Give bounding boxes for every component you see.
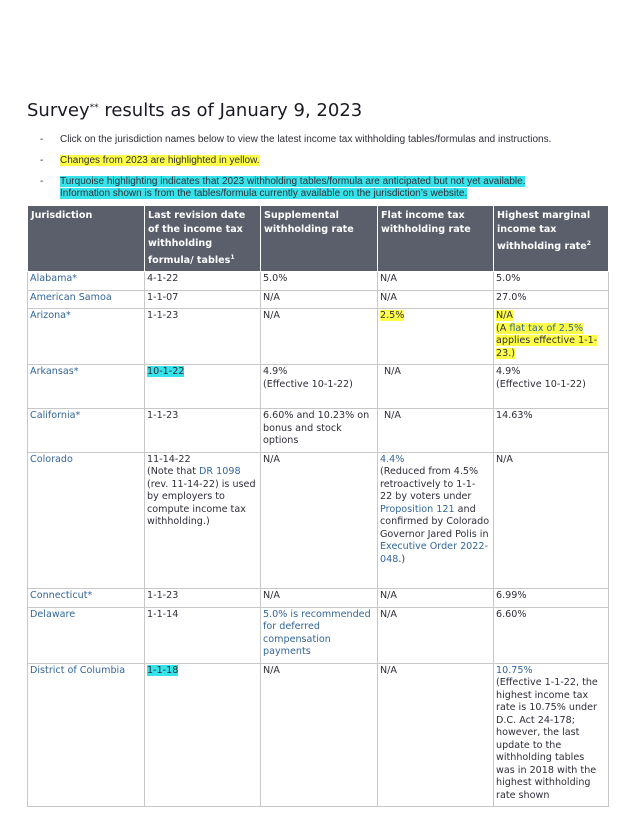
- cell-revision: 1-1-23: [145, 309, 261, 365]
- cell-supplemental: N/A: [261, 290, 378, 309]
- jurisdiction-link-california[interactable]: California*: [28, 409, 145, 453]
- cell-revision: 4-1-22: [145, 272, 261, 291]
- table-header-row: [28, 206, 609, 272]
- table-row: [28, 663, 609, 807]
- cell-highest: 27.0%: [494, 290, 609, 309]
- title-survey: Survey: [27, 100, 90, 121]
- cell-highest: 5.0%: [494, 272, 609, 291]
- bullet-text-line1: Turquoise highlighting indicates that 2023 withholding tables/formula are anticipated but not yet available.: [60, 176, 526, 187]
- bullet-text: Click on the jurisdiction names below to view the latest income tax withholding tables/formulas and instructions.: [60, 134, 552, 145]
- dr-1098-link[interactable]: DR 1098: [199, 466, 241, 477]
- table-row: [28, 452, 609, 589]
- table-row: [28, 309, 609, 365]
- cell-flat: N/A: [378, 409, 494, 453]
- bullet-dash: -: [40, 176, 44, 187]
- header-highest-rate: Highest marginal income tax withholding rate$^2$: [494, 206, 609, 272]
- jurisdiction-link-alabama[interactable]: Alabama*: [28, 272, 145, 291]
- executive-order-link[interactable]: Executive Order 2022-048: [380, 541, 488, 565]
- header-revision-date: Last revision date of the income tax withholding formula/ tables$^1$: [145, 206, 261, 272]
- cell-flat: N/A: [378, 290, 494, 309]
- title-footnote-marker: **: [89, 103, 99, 113]
- cell-revision: 1-1-07: [145, 290, 261, 309]
- cell-revision: 11-14-22 (Note that DR 1098 (rev. 11-14-22) is used by employers to compute income tax withholding.): [145, 452, 261, 589]
- cell-supplemental: N/A: [261, 452, 378, 589]
- header-jurisdiction: Jurisdiction: [28, 206, 145, 272]
- cell-revision: 1-1-23: [145, 589, 261, 608]
- cell-supplemental: 6.60% and 10.23% on bonus and stock options: [261, 409, 378, 453]
- table-row: [28, 589, 609, 608]
- jurisdiction-link-district-of-columbia[interactable]: District of Columbia: [28, 663, 145, 807]
- jurisdiction-link-delaware[interactable]: Delaware: [28, 607, 145, 663]
- bullet-text: Changes from 2023 are highlighted in yellow.: [60, 155, 260, 166]
- bullet-text-line2: Information shown is from the tables/formula currently available on the jurisdiction’s website.: [60, 188, 468, 199]
- table-row: [28, 272, 609, 291]
- jurisdiction-link-connecticut[interactable]: Connecticut*: [28, 589, 145, 608]
- jurisdiction-link-american-samoa[interactable]: American Samoa: [28, 290, 145, 309]
- cell-highest: 6.99%: [494, 589, 609, 608]
- cell-revision: 1-1-23: [145, 409, 261, 453]
- highest-rate-link[interactable]: 10.75%: [496, 664, 533, 676]
- bullet-yellow-legend: [40, 155, 600, 167]
- cell-flat: N/A: [378, 607, 494, 663]
- cell-flat: 4.4% (Reduced from 4.5% retroactively to 1-1- 22 by voters under Proposition 121 and confirmed by Colorado Governor Jared Polis in Executive Order 2022-048.): [378, 452, 494, 589]
- page-title: [27, 100, 362, 121]
- cell-flat: N/A: [378, 272, 494, 291]
- table-row: [28, 409, 609, 453]
- cell-revision: 10-1-22: [145, 365, 261, 409]
- bullet-dash: -: [40, 134, 44, 145]
- cell-flat: 2.5%: [378, 309, 494, 365]
- cell-flat: N/A: [378, 365, 494, 409]
- cell-supplemental: 4.9% (Effective 10-1-22): [261, 365, 378, 409]
- bullet-turquoise-legend: [40, 176, 600, 200]
- table-row: [28, 290, 609, 309]
- cell-supplemental: 5.0%: [261, 272, 378, 291]
- bullet-list: [40, 134, 600, 209]
- cell-supplemental: N/A: [261, 589, 378, 608]
- bullet-instructions: [40, 134, 600, 146]
- cell-highest: N/A: [494, 452, 609, 589]
- header-supplemental-rate: Supplemental withholding rate: [261, 206, 378, 272]
- jurisdiction-link-arkansas[interactable]: Arkansas*: [28, 365, 145, 409]
- header-flat-rate: Flat income tax withholding rate: [378, 206, 494, 272]
- jurisdiction-link-arizona[interactable]: Arizona*: [28, 309, 145, 365]
- cell-supplemental: [261, 607, 378, 663]
- cell-flat: N/A: [378, 589, 494, 608]
- proposition-121-link[interactable]: Proposition 121: [380, 503, 455, 515]
- cell-highest: 14.63%: [494, 409, 609, 453]
- supplemental-rate-link[interactable]: 5.0% is recommended for deferred compensation payments: [263, 608, 371, 657]
- cell-highest: 6.60%: [494, 607, 609, 663]
- cell-supplemental: N/A: [261, 663, 378, 807]
- table-row: [28, 365, 609, 409]
- flat-tax-link[interactable]: flat tax of 2.5%: [509, 322, 584, 334]
- bullet-dash: -: [40, 155, 44, 166]
- cell-highest: N/A (A flat tax of 2.5% applies effective 1-1-23.): [494, 309, 609, 365]
- jurisdiction-link-colorado[interactable]: Colorado: [28, 452, 145, 589]
- table-row: [28, 607, 609, 663]
- flat-rate-link[interactable]: 4.4%: [380, 453, 405, 465]
- cell-highest: 10.75% (Effective 1-1-22, the highest income tax rate is 10.75% under D.C. Act 24-178; however, the last update to the withholding tables was in 2018 with the highest withholding rate shown: [494, 663, 609, 807]
- cell-highest: 4.9% (Effective 10-1-22): [494, 365, 609, 409]
- withholding-table: [27, 205, 609, 807]
- cell-revision: 1-1-18: [145, 663, 261, 807]
- cell-flat: N/A: [378, 663, 494, 807]
- cell-supplemental: N/A: [261, 309, 378, 365]
- title-rest: results as of January 9, 2023: [98, 100, 363, 121]
- cell-revision: 1-1-14: [145, 607, 261, 663]
